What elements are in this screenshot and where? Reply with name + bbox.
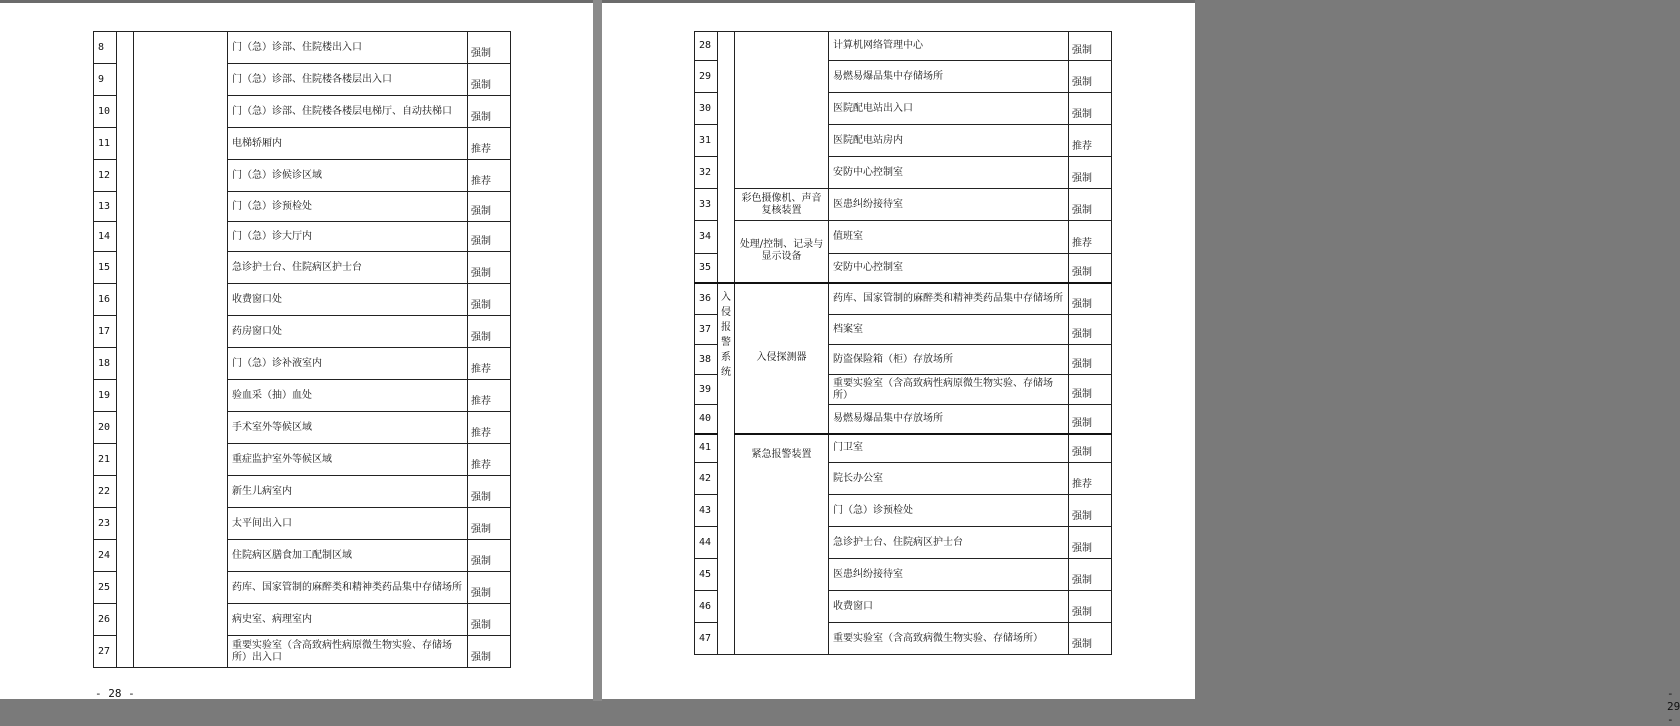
row-number: 41 (695, 434, 718, 463)
location-cell: 计算机网络管理中心 (829, 32, 1069, 61)
location-cell: 验血采（抽）血处 (228, 380, 468, 412)
location-cell: 药库、国家管制的麻醉类和精神类药品集中存储场所 (829, 283, 1069, 315)
row-number: 35 (695, 254, 718, 283)
requirement-cell: 强制 (1069, 254, 1112, 283)
device-category-cell (134, 32, 228, 668)
row-number: 17 (94, 316, 117, 348)
requirement-cell: 强制 (468, 192, 511, 222)
location-cell: 药库、国家管制的麻醉类和精神类药品集中存储场所 (228, 572, 468, 604)
requirement-cell: 推荐 (468, 160, 511, 192)
requirement-cell: 强制 (1069, 527, 1112, 559)
row-number: 33 (695, 189, 718, 221)
location-cell: 收费窗口处 (228, 284, 468, 316)
requirement-cell: 推荐 (468, 380, 511, 412)
location-cell: 安防中心控制室 (829, 254, 1069, 283)
system-cell (718, 32, 735, 283)
requirement-cell: 强制 (1069, 434, 1112, 463)
location-cell: 安防中心控制室 (829, 157, 1069, 189)
row-number: 31 (695, 125, 718, 157)
location-cell: 药房窗口处 (228, 316, 468, 348)
location-cell: 手术室外等候区域 (228, 412, 468, 444)
requirement-cell: 强制 (1069, 495, 1112, 527)
location-cell: 重要实验室（含高致病性病原微生物实验、存储场所）出入口 (228, 636, 468, 668)
row-number: 38 (695, 345, 718, 375)
row-number: 47 (695, 623, 718, 655)
location-cell: 重要实验室（含高致病性病原微生物实验、存储场所） (829, 375, 1069, 405)
location-cell: 收费窗口 (829, 591, 1069, 623)
row-number: 40 (695, 405, 718, 434)
location-cell: 急诊护士台、住院病区护士台 (829, 527, 1069, 559)
requirement-cell: 强制 (468, 636, 511, 668)
requirement-cell: 推荐 (1069, 463, 1112, 495)
row-number: 30 (695, 93, 718, 125)
table-row (695, 221, 1112, 254)
requirement-cell: 强制 (1069, 315, 1112, 345)
requirement-cell: 强制 (1069, 157, 1112, 189)
requirement-cell: 强制 (1069, 61, 1112, 93)
location-cell: 病史室、病理室内 (228, 604, 468, 636)
row-number: 29 (695, 61, 718, 93)
row-number: 46 (695, 591, 718, 623)
requirement-cell: 强制 (468, 476, 511, 508)
row-number: 22 (94, 476, 117, 508)
table-row (695, 283, 1112, 315)
location-cell: 重症监护室外等候区域 (228, 444, 468, 476)
device-category-emergency: 紧急报警装置 (735, 434, 829, 655)
row-number: 27 (94, 636, 117, 668)
requirement-cell: 推荐 (468, 348, 511, 380)
requirement-cell: 推荐 (468, 412, 511, 444)
row-number: 36 (695, 283, 718, 315)
location-cell: 门（急）诊补液室内 (228, 348, 468, 380)
requirement-cell: 强制 (468, 508, 511, 540)
location-cell: 急诊护士台、住院病区护士台 (228, 252, 468, 284)
row-number: 39 (695, 375, 718, 405)
location-cell: 门（急）诊部、住院楼出入口 (228, 32, 468, 64)
location-cell: 电梯轿厢内 (228, 128, 468, 160)
requirement-cell: 强制 (468, 540, 511, 572)
requirement-cell: 推荐 (468, 128, 511, 160)
table-row (94, 32, 511, 64)
row-number: 11 (94, 128, 117, 160)
row-number: 26 (94, 604, 117, 636)
table-page-28 (93, 31, 510, 668)
requirement-cell: 强制 (468, 32, 511, 64)
location-cell: 医患纠纷接待室 (829, 189, 1069, 221)
location-cell: 门卫室 (829, 434, 1069, 463)
row-number: 19 (94, 380, 117, 412)
location-cell: 门（急）诊部、住院楼各楼层电梯厅、自动扶梯口 (228, 96, 468, 128)
requirement-cell: 强制 (1069, 345, 1112, 375)
requirement-cell: 强制 (1069, 93, 1112, 125)
location-cell: 住院病区膳食加工配制区域 (228, 540, 468, 572)
location-cell: 防盗保险箱（柜）存放场所 (829, 345, 1069, 375)
row-number: 18 (94, 348, 117, 380)
row-number: 42 (695, 463, 718, 495)
requirement-cell: 强制 (468, 316, 511, 348)
system-intrusion-alarm (718, 283, 735, 655)
location-cell: 新生儿病室内 (228, 476, 468, 508)
row-number: 14 (94, 222, 117, 252)
requirement-cell: 强制 (468, 96, 511, 128)
requirement-cell: 强制 (1069, 405, 1112, 434)
page-number-28: - 28 - (95, 687, 135, 700)
row-number: 43 (695, 495, 718, 527)
requirement-cell: 强制 (468, 604, 511, 636)
location-cell: 门（急）诊大厅内 (228, 222, 468, 252)
table-row (695, 32, 1112, 61)
requirement-cell: 强制 (468, 572, 511, 604)
location-cell: 档案室 (829, 315, 1069, 345)
requirement-cell: 推荐 (468, 444, 511, 476)
device-category-cell (735, 32, 829, 189)
row-number: 25 (94, 572, 117, 604)
requirement-cell: 强制 (1069, 283, 1112, 315)
row-number: 12 (94, 160, 117, 192)
requirement-cell: 强制 (468, 64, 511, 96)
row-number: 16 (94, 284, 117, 316)
row-number: 28 (695, 32, 718, 61)
requirement-cell: 强制 (1069, 591, 1112, 623)
location-cell: 医院配电站出入口 (829, 93, 1069, 125)
location-cell: 易燃易爆品集中存放场所 (829, 405, 1069, 434)
requirement-cell: 强制 (1069, 189, 1112, 221)
requirement-cell: 强制 (468, 222, 511, 252)
device-category-intrusion: 入侵探测器 (735, 283, 829, 434)
page-gap (593, 0, 602, 701)
location-cell: 值班室 (829, 221, 1069, 254)
requirement-cell: 强制 (468, 284, 511, 316)
row-number: 13 (94, 192, 117, 222)
requirement-cell: 强制 (468, 252, 511, 284)
row-number: 21 (94, 444, 117, 476)
location-cell: 门（急）诊候诊区域 (228, 160, 468, 192)
location-cell: 门（急）诊预检处 (228, 192, 468, 222)
row-number: 20 (94, 412, 117, 444)
location-cell: 医患纠纷接待室 (829, 559, 1069, 591)
row-number: 9 (94, 64, 117, 96)
row-number: 10 (94, 96, 117, 128)
system-cell (117, 32, 134, 668)
location-cell: 太平间出入口 (228, 508, 468, 540)
location-cell: 重要实验室（含高致病微生物实验、存储场所） (829, 623, 1069, 655)
device-category-camera: 彩色摄像机、声音复核装置 (735, 189, 829, 221)
location-cell: 易燃易爆品集中存储场所 (829, 61, 1069, 93)
row-number: 24 (94, 540, 117, 572)
table-row (695, 189, 1112, 221)
row-number: 37 (695, 315, 718, 345)
page-29 (602, 3, 1680, 726)
page-number-29: - 29 - (1667, 687, 1680, 726)
row-number: 34 (695, 221, 718, 254)
table-page-29 (694, 31, 1111, 655)
system-label: 入侵报警系统 (721, 291, 731, 378)
location-cell: 门（急）诊预检处 (829, 495, 1069, 527)
page-28 (0, 3, 593, 699)
table-row (695, 434, 1112, 463)
row-number: 44 (695, 527, 718, 559)
requirement-cell: 强制 (1069, 375, 1112, 405)
location-cell: 院长办公室 (829, 463, 1069, 495)
location-cell: 门（急）诊部、住院楼各楼层出入口 (228, 64, 468, 96)
location-cell: 医院配电站房内 (829, 125, 1069, 157)
requirement-cell: 强制 (1069, 623, 1112, 655)
requirement-cell: 推荐 (1069, 125, 1112, 157)
requirement-cell: 强制 (1069, 559, 1112, 591)
row-number: 8 (94, 32, 117, 64)
device-category-processing: 处理/控制、记录与显示设备 (735, 221, 829, 283)
row-number: 45 (695, 559, 718, 591)
requirement-cell: 推荐 (1069, 221, 1112, 254)
row-number: 23 (94, 508, 117, 540)
row-number: 32 (695, 157, 718, 189)
requirement-cell: 强制 (1069, 32, 1112, 61)
row-number: 15 (94, 252, 117, 284)
